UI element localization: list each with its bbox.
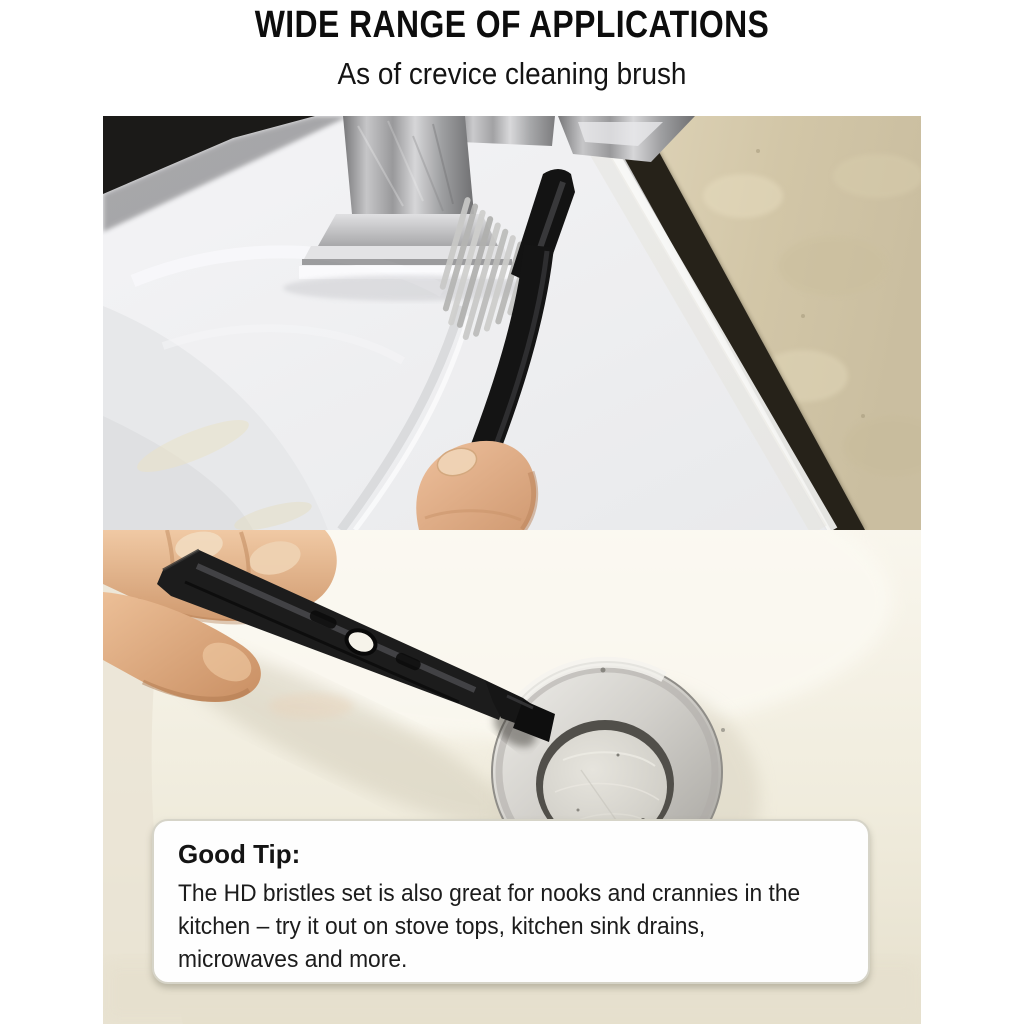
tip-card-line: microwaves and more. [178,946,408,973]
sink-crevice-scene [103,116,921,530]
tip-card-line: kitchen – try it out on stove tops, kitchen sink drains, [178,913,706,940]
tip-card-line: The HD bristles set is also great for nooks and crannies in the [178,880,801,907]
page-title: WIDE RANGE OF APPLICATIONS [254,4,770,46]
photo-crevice-cleaning [103,116,921,530]
tip-card-heading: Good Tip: [178,839,301,869]
page-subtitle: As of crevice cleaning brush [337,56,687,91]
tip-card [152,819,870,984]
